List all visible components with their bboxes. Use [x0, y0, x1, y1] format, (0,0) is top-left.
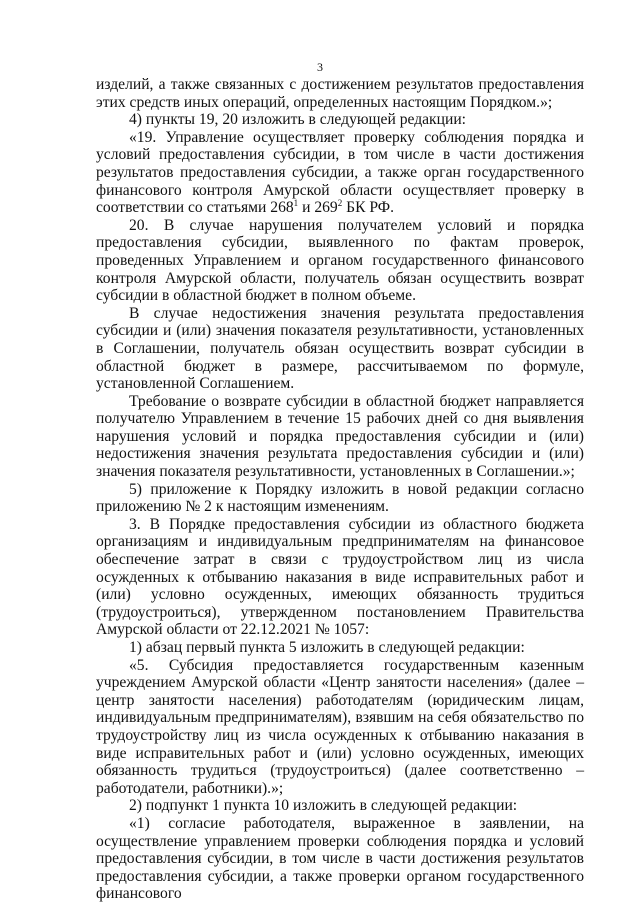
document-body — [96, 76, 584, 903]
paragraph-item-4: 4) пункты 19, 20 изложить в следующей редакции: — [129, 111, 467, 129]
page-number: 3 — [317, 60, 323, 74]
paragraph-point-20: 20. В случае нарушения получателем условий и порядка предоставления субсидии, выявленного по фактам проверок, проведенных Управлением и органом государственного финансового контроля Амурской области, получатель обязан осуществить возврат субсидии в областной бюджет в полном объеме. — [96, 216, 584, 305]
paragraph-point-5: «5. Субсидия предоставляется государственным казенным учреждением Амурской области «Центр занятости населения» (далее – центр занятости населения) работодателям (юридическим лицам, индивидуальным предпринимателям), взявшим на себя обязательство по трудоустройству лиц из числа осужденных к отбыванию наказания в виде исправительных работ и (или) условно осужденных, имеющих обязанность трудиться (трудоустроиться) (далее соответственно – работодатели, работники).»; — [96, 656, 584, 797]
paragraph-return-requirement: Требование о возврате субсидии в областной бюджет направляется получателю Управлением в течение 15 рабочих дней со дня выявления нарушения условий и порядка предоставления субсидии и (или) недостижения значения результата предоставления субсидии и (или) значения показателя результативности, установленных в Соглашении.»; — [96, 392, 584, 481]
paragraph-text: «19. Управление осуществляет проверку соблюдения порядка и условий предоставления субсидии, в том числе в части достижения результатов предоставления субсидии, а также орган государственного финансового контроля Амурской области осуществляет проверку в соответствии со статьями 268 — [96, 128, 584, 217]
paragraph-continuation: изделий, а также связанных с достижением результатов предоставления этих средств иных операций, определенных настоящим Порядком.»; — [96, 76, 584, 111]
paragraph-text: и 269 — [298, 199, 338, 217]
paragraph-text: БК РФ. — [342, 199, 394, 217]
superscript: 1 — [293, 197, 299, 208]
paragraph-item-5: 5) приложение к Порядку изложить в новой редакции согласно приложению № 2 к настоящим изменениям. — [96, 480, 584, 516]
paragraph-section-3: 3. В Порядке предоставления субсидии из областного бюджета организациям и индивидуальным предпринимателям на финансовое обеспечение затрат в связи с трудоустройством лиц из числа осужденных к отбыванию наказания в виде исправительных работ и (или) условно осужденных, имеющих обязанность трудиться (трудоустроиться), утвержденном постановлением Правительства Амурской области от 22.12.2021 № 1057: — [96, 515, 584, 639]
paragraph-consent: «1) согласие работодателя, выраженное в заявлении, на осуществление управлением проверки соблюдения порядка и условий предоставления субсидии, в том числе в части достижения результатов предоставления субсидии, а также проверки органом государственного финансового — [96, 814, 584, 903]
paragraph-subitem-1: 1) абзац первый пункта 5 изложить в следующей редакции: — [129, 639, 525, 656]
paragraph-nondelivery: В случае недостижения значения результата предоставления субсидии и (или) значения показателя результативности, установленных в Соглашении, получатель обязан осуществить возврат субсидии в областной бюджет в размере, рассчитываемом по формуле, установленной Соглашением. — [96, 304, 584, 393]
paragraph-subitem-2: 2) подпункт 1 пункта 10 изложить в следующей редакции: — [129, 797, 518, 815]
paragraph-point-19 — [96, 129, 584, 217]
superscript: 2 — [337, 197, 343, 208]
